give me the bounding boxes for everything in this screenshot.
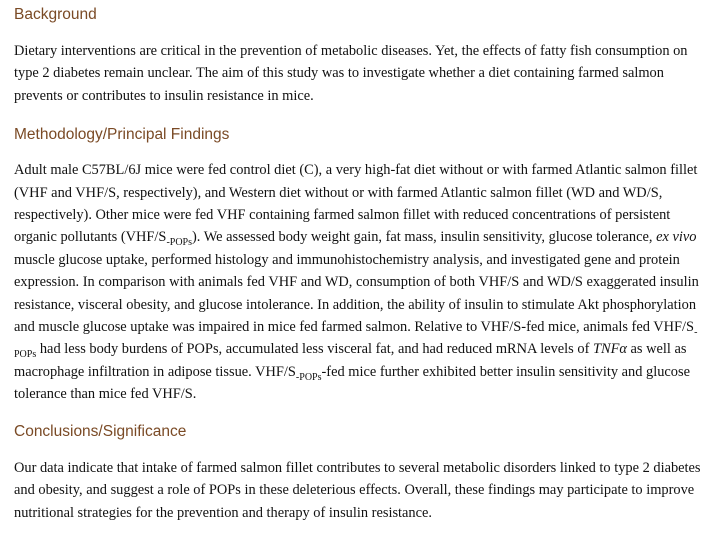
background-heading: Background bbox=[14, 6, 97, 23]
tnf-alpha-italic: TNFα bbox=[592, 341, 627, 358]
methodology-text-part-1: Adult male C57BL/6J mice were fed control diet (C), a very high-fat diet without or with farmed Atlantic salmon fillet (VHF and VHF/S, respectively), and Western diet without or with farmed Atlantic salmon fillet (WD and WD/S, respectively). Other mice were fed VHF containing farmed salmon fillet with reduced concentrations of persistent organic pollutants (VHF/S bbox=[14, 162, 698, 246]
methodology-text bbox=[14, 159, 706, 405]
methodology-heading: Methodology/Principal Findings bbox=[14, 126, 230, 144]
methodology-text-part-6: -fed mice further exhibited better insulin sensitivity and glucose tolerance than mice fed VHF/S. bbox=[14, 363, 690, 403]
methodology-text-part-5: as well as macrophage infiltration in adipose tissue. VHF/S bbox=[14, 341, 687, 380]
methodology-text-part-3: muscle glucose uptake, performed histology and immunohistochemistry analysis, and investigated gene and protein expression. In comparison with animals fed VHF and WD, consumption of both VHF/S and WD/S exaggerated insulin resistance, visceral obesity, and glucose intolerance. In addition, the ability of insulin to stimulate Akt phosphorylation and muscle glucose uptake was impaired in mice fed farmed salmon. Relative to VHF/S-fed mice, animals fed VHF/S bbox=[14, 251, 699, 336]
pops-subscript-1: -POPs bbox=[166, 237, 193, 249]
conclusions-heading: Conclusions/Significance bbox=[14, 422, 187, 440]
ex-vivo-italic: ex vivo bbox=[656, 229, 697, 246]
pops-subscript-3: -POPs bbox=[295, 371, 322, 383]
pops-subscript-2: -POPs bbox=[14, 326, 698, 361]
methodology-text-part-4: had less body burdens of POPs, accumulated less visceral fat, and had reduced mRNA levels of bbox=[39, 341, 590, 358]
background-text: Dietary interventions are critical in the prevention of metabolic diseases. Yet, the effects of fatty fish consumption on type 2 diabetes remain unclear. The aim of this study was to investigate whether a diet containing farmed salmon prevents or contributes to insulin resistance in mice. bbox=[14, 43, 688, 104]
methodology-text-part-2: ). We assessed body weight gain, fat mass, insulin sensitivity, glucose tolerance, bbox=[192, 229, 653, 246]
conclusions-text: Our data indicate that intake of farmed salmon fillet contributes to several metabolic disorders linked to type 2 diabetes and obesity, and suggest a role of POPs in these deleterious effects. Overall, these findings may participate to improve nutritional strategies for the prevention and therapy of insulin resistance. bbox=[14, 459, 701, 521]
